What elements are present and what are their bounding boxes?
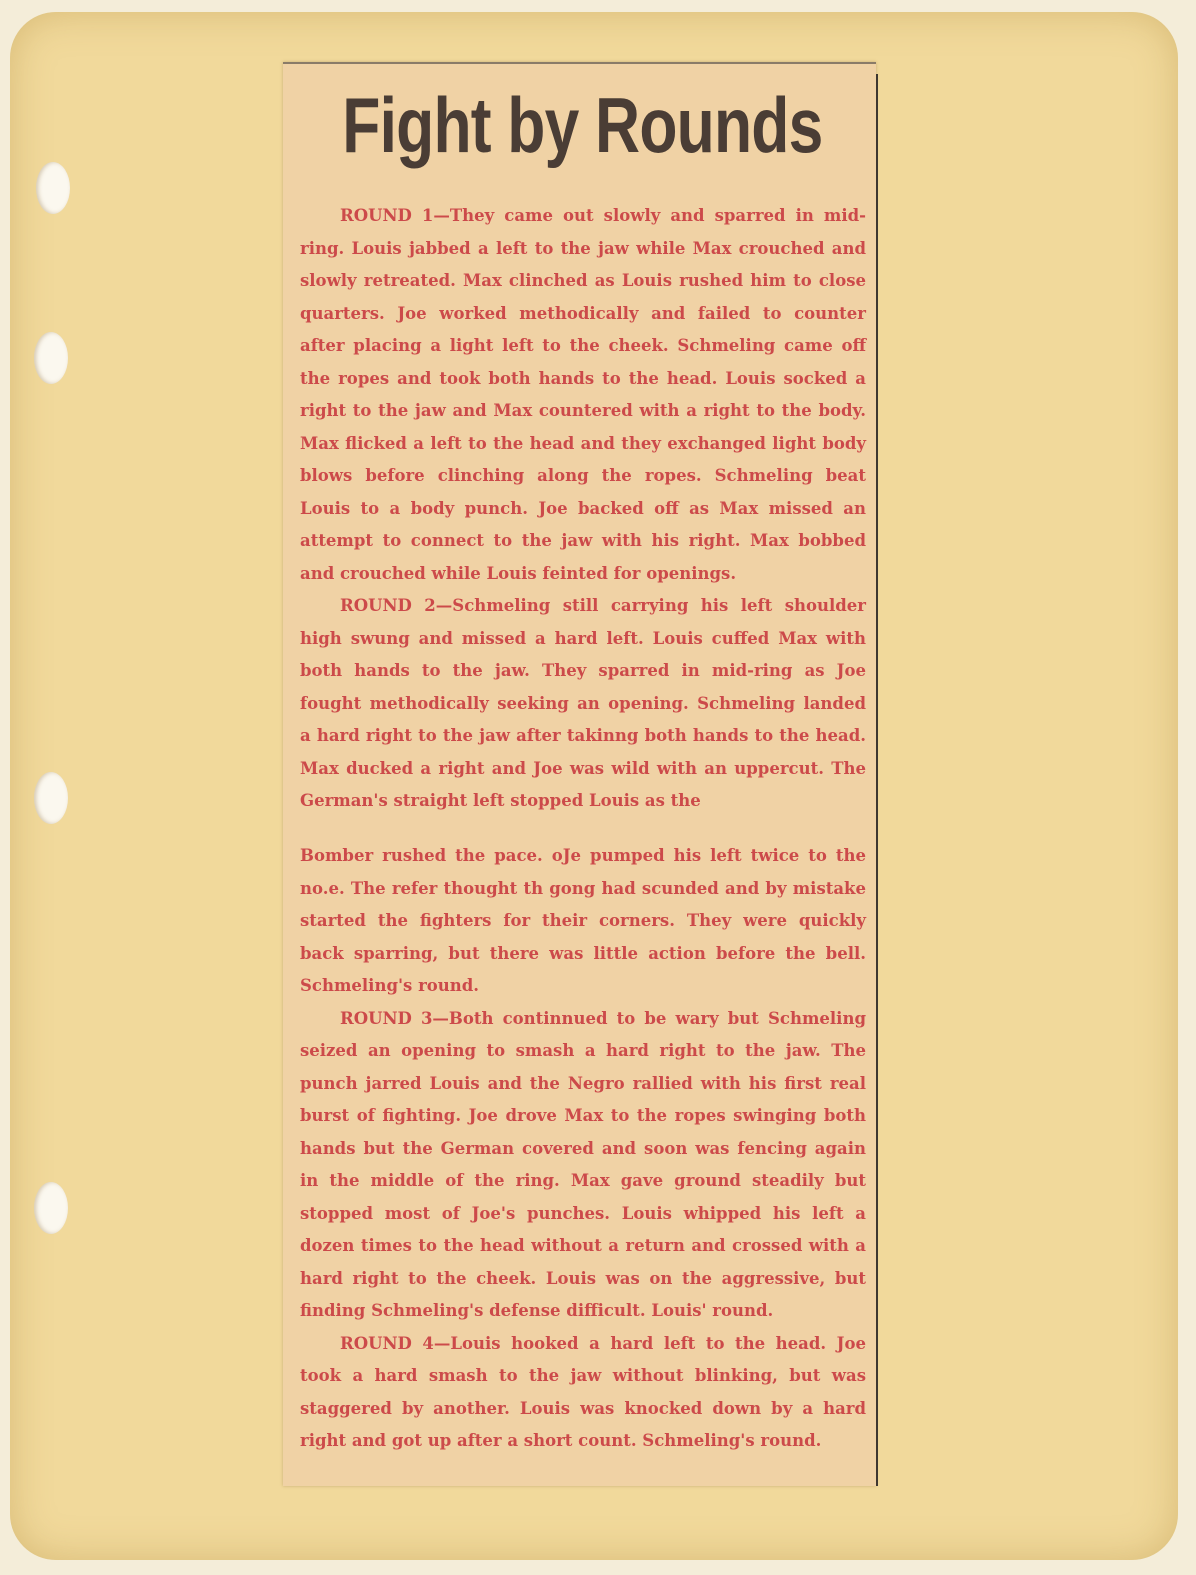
article-text-top xyxy=(300,200,866,818)
binder-hole-bottom xyxy=(34,1182,68,1234)
binder-hole-upper-middle xyxy=(34,332,68,384)
newspaper-clipping xyxy=(283,62,876,1486)
column-rule xyxy=(876,74,878,1486)
binder-hole-top xyxy=(36,162,70,214)
top-rule xyxy=(283,62,876,64)
paragraph-round-1: ROUND 1—They came out slowly and sparred in mid-ring. Louis jabbed a left to the jaw while Max crouched and slowly retreated. Max clinched as Louis rushed him to close quarters. Joe worked methodically and failed to counter after placing a light left to the cheek. Schmeling came off the ropes and took both hands to the head. Louis socked a right to the jaw and Max countered with a right to the body. Max flicked a left to the head and they exchanged light body blows before clinching along the ropes. Schmeling beat Louis to a body punch. Joe backed off as Max missed an attempt to connect to the jaw with his right. Max bobbed and crouched while Louis feinted for openings. xyxy=(300,206,866,583)
article-text-bottom xyxy=(300,840,866,1458)
headline: Fight by Rounds xyxy=(342,81,823,169)
paragraph-round-2: ROUND 2—Schmeling still carrying his left shoulder high swung and missed a hard left. Louis cuffed Max with both hands to the jaw. They sparred in mid-ring as Joe fought methodically seeking an opening. Schmeling landed a hard right to the jaw after takinng both hands to the head. Max ducked a right and Joe was wild with an uppercut. The German's straight left stopped Louis as the xyxy=(300,596,866,810)
paragraph-round-3: ROUND 3—Both continnued to be wary but Schmeling seized an opening to smash a hard right to the jaw. The punch jarred Louis and the Negro rallied with his first real burst of fighting. Joe drove Max to the ropes swinging both hands but the German covered and soon was fencing again in the middle of the ring. Max gave ground steadily but stopped most of Joe's punches. Louis whipped his left a dozen times to the head without a return and crossed with a hard right to the cheek. Louis was on the aggressive, but finding Schmeling's defense difficult. Louis' round. xyxy=(300,1008,866,1320)
paragraph-round-4: ROUND 4—Louis hooked a hard left to the head. Joe took a hard smash to the jaw without blinking, but was staggered by another. Louis was knocked down by a hard right and got up after a short count. Schmeling's round. xyxy=(300,1333,866,1450)
binder-hole-lower-middle xyxy=(34,772,68,824)
paragraph-round-2-continued: Bomber rushed the pace. oJe pumped his left twice to the no.e. The refer thought th gong had scunded and by mistake started the fighters for their corners. They were quickly back sparring, but there was little action before the bell. Schmeling's round. xyxy=(300,846,866,995)
